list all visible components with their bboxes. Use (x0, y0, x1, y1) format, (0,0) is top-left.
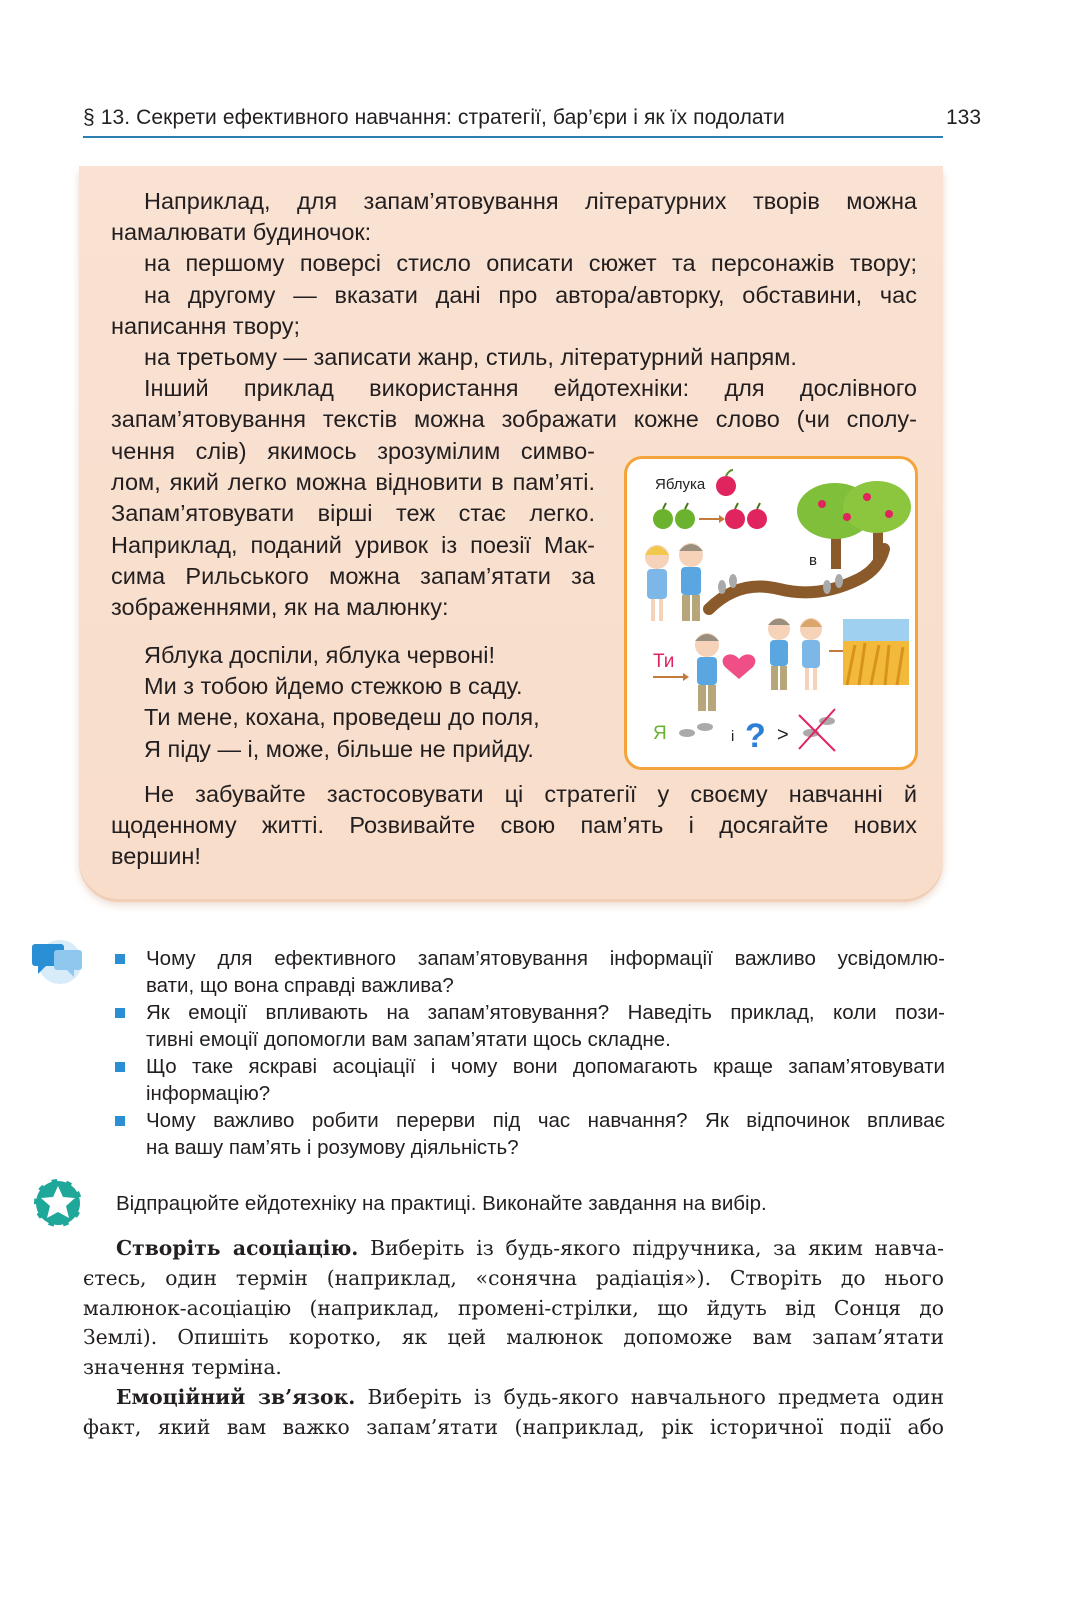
boy-icon (695, 633, 719, 711)
question-line: інформацію? (146, 1081, 271, 1105)
question-line: Що таке яскраві асоціації і чому вони допомагають краще запам’ятовувати (146, 1055, 945, 1078)
task-text: Виберіть із будь-якого навчального предмета один (355, 1384, 944, 1409)
girl-icon (645, 545, 669, 621)
box-para-line: чення слів) якимось зрозумілим симво- (111, 438, 595, 464)
question-line: вати, що вона справді важлива? (146, 973, 454, 997)
task-text: Виберіть із будь-якого підручника, за яким навча- (358, 1236, 945, 1260)
footprints-icon (679, 723, 713, 737)
poem (111, 640, 601, 765)
crossed-footprints-icon (799, 709, 835, 751)
page-header (83, 106, 943, 138)
box-text-final (111, 779, 917, 873)
task-title: Створіть асоціацію. (116, 1236, 359, 1260)
box-para-line: зображеннями, як на малюнку: (111, 594, 449, 621)
box-para-line: вершин! (111, 843, 201, 870)
heart-icon (723, 654, 756, 679)
tasks-text (83, 1234, 944, 1443)
page-number: 133 (946, 106, 982, 129)
box-text-left (111, 436, 595, 623)
question-item (113, 1108, 945, 1161)
poem-line: Я піду — і, може, більше не прийду. (144, 735, 534, 762)
box-para-line: на першому поверсі стисло описати сюжет та персонажів твору; (144, 250, 917, 277)
red-apples-icon (725, 503, 767, 529)
path-road-icon (709, 549, 884, 609)
poem-illustration (624, 456, 918, 770)
question-line: Чому важливо робити перерви під час навчання? Як відпочинок впливає (146, 1109, 945, 1132)
arrow-icon (699, 515, 725, 523)
task-line: малюнок-асоціацію (наприклад, промені-стрілки, що йдуть від Сонця до (83, 1295, 944, 1320)
box-para-line: Інший приклад використання ейдотехніки: для дослівного (144, 375, 917, 402)
label-i: і (731, 728, 735, 745)
questions-list (113, 946, 945, 1162)
bullet-icon (115, 954, 125, 964)
chapter-title: § 13. Секрети ефективного навчання: стратегії, бар’єри і як їх подолати (83, 106, 785, 129)
question-mark-icon: ? (745, 717, 766, 755)
label-v: в (809, 552, 817, 569)
box-para-line: Наприклад, для запам’ятовування літературних творів можна (144, 188, 917, 214)
box-text-top (111, 186, 917, 436)
couple-icon (768, 618, 822, 690)
label-ty: Ти (653, 651, 675, 672)
practice-instruction: Відпрацюйте ейдотехніку на практиці. Виконайте завдання на вибір. (116, 1192, 767, 1215)
green-apples-icon (653, 503, 695, 529)
task-title: Емоційний зв’язок. (116, 1384, 356, 1409)
question-line: на вашу пам’ять і розумову діяльність? (146, 1135, 519, 1159)
bullet-icon (115, 1008, 125, 1018)
label-apples: Яблука (655, 476, 706, 493)
poem-line: Ми з тобою йдемо стежкою в саду. (144, 673, 523, 700)
box-para-line: на третьому — записати жанр, стиль, літературний напрям. (144, 344, 797, 371)
star-task-icon (32, 1177, 84, 1229)
box-para-line: щоденному житті. Розвивайте свою пам’ять і досягайте нових (111, 812, 917, 839)
task-line: єтесь, один термін (наприклад, «сонячна радіація»). Створіть до нього (83, 1265, 944, 1290)
question-line: тивні емоції допомогли вам запам’ятати щось складне. (146, 1027, 671, 1051)
example-box (79, 166, 943, 899)
box-para-line: на другому — вказати дані про автора/авторку, обставини, час (144, 281, 917, 308)
discussion-icon (28, 936, 86, 986)
wheat-field-icon (843, 619, 909, 685)
box-para-line: Не забувайте застосовувати ці стратегії у своєму навчанні й (144, 781, 917, 807)
task-line: значення терміна. (83, 1355, 282, 1380)
label-ya: Я (653, 723, 667, 744)
question-item (113, 1054, 945, 1107)
task-line (83, 1234, 944, 1264)
poem-line: Ти мене, кохана, проведеш до поля, (144, 704, 540, 731)
task-line: Землі). Опишіть коротко, як цей малюнок допоможе вам запам’ятати (83, 1325, 944, 1350)
box-para-line: лом, який легко можна відновити в пам’яті. (111, 469, 595, 496)
box-para-line: сима Рильського можна запам’ятати за (111, 562, 595, 589)
arrow-icon (653, 673, 689, 681)
poem-line: Яблука доспіли, яблука червоні! (144, 642, 495, 668)
box-para-line: Запам’ятовувати вірші теж стає легко. (111, 500, 595, 527)
box-para-line: запам’ятовування текстів можна зображати кожне слово (чи сполу- (111, 406, 917, 433)
box-para-line: написання твору; (111, 312, 301, 339)
question-item (113, 1000, 945, 1053)
box-para-line: намалювати будиночок: (111, 219, 372, 246)
label-gt: > (777, 724, 789, 746)
red-apple-icon (716, 470, 736, 496)
task-line: факт, який вам важко запам’ятати (наприклад, рік історичної події або (83, 1414, 944, 1439)
box-para-line: Наприклад, поданий уривок із поезії Мак- (111, 531, 595, 558)
bullet-icon (115, 1062, 125, 1072)
boy-icon (679, 543, 703, 621)
question-item (113, 946, 945, 999)
bullet-icon (115, 1116, 125, 1126)
task-line (83, 1383, 944, 1413)
question-line: Чому для ефективного запам’ятовування інформації важливо усвідомлю- (146, 947, 945, 970)
question-line: Як емоції впливають на запам’ятовування? Наведіть приклад, коли пози- (146, 1001, 945, 1024)
